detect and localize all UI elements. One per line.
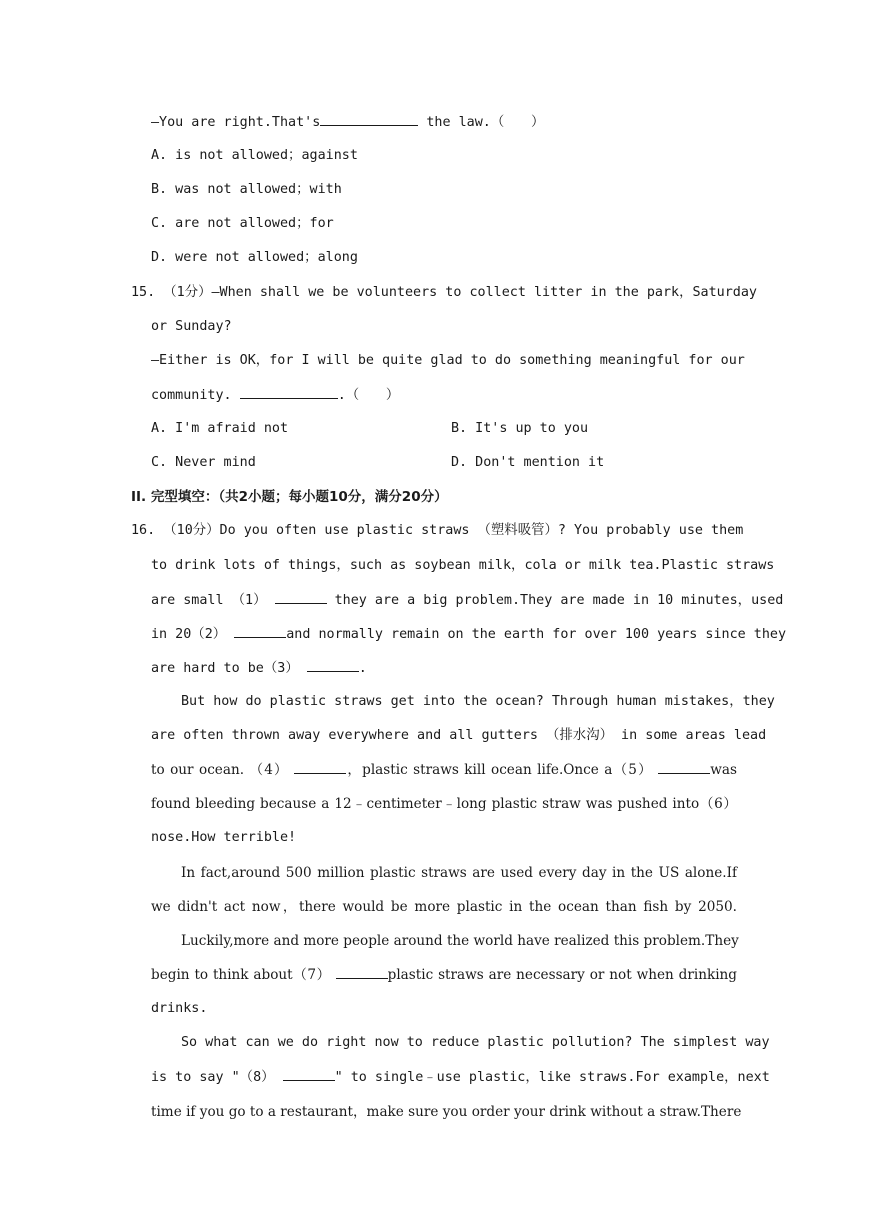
q16-line-8: to our ocean. （4） ，plastic straws kill ocean life.Once a（5） was	[151, 762, 737, 778]
q15-option-a[interactable]: A. I'm afraid not	[151, 421, 289, 436]
blank-5[interactable]	[658, 760, 710, 774]
q15-option-c[interactable]: C. Never mind	[151, 455, 256, 470]
q16-line-1: 16. （10分）Do you often use plastic straws （塑料吸管）? You probably use them	[131, 523, 744, 538]
q16-line-3: are small （1） they are a big problem.They are made in 10 minutes，used	[151, 590, 737, 611]
q16-line-15: drinks.	[151, 1001, 208, 1016]
blank-2[interactable]	[234, 624, 286, 638]
q15-option-d[interactable]: D. Don't mention it	[451, 455, 605, 470]
blank-1[interactable]	[275, 590, 327, 604]
q15-question-line1: 15. （1分）—When shall we be volunteers to collect litter in the park，Saturday	[131, 285, 757, 300]
q16-line-9: found bleeding because a 12﹣centimeter﹣long plastic straw was pushed into（6）	[151, 796, 737, 812]
section-heading-cloze: II. 完型填空：（共2小题；每小题10分，满分20分）	[131, 489, 448, 505]
q16-line-12: we didn't act now，there would be more plastic in the ocean than fish by 2050.	[151, 899, 737, 915]
q16-line-5: are hard to be（3） .	[151, 658, 367, 679]
blank-7[interactable]	[336, 965, 388, 979]
q14-option-a[interactable]: A. is not allowed；against	[151, 148, 358, 163]
q16-line-18: time if you go to a restaurant，make sure you order your drink without a straw.There	[151, 1104, 742, 1120]
answer-blank[interactable]	[240, 385, 338, 399]
blank-8[interactable]	[283, 1067, 335, 1081]
q16-line-7: are often thrown away everywhere and all gutters （排水沟） in some areas lead	[151, 728, 767, 743]
q16-line-6: But how do plastic straws get into the ocean? Through human mistakes，they	[181, 694, 775, 709]
q16-line-4: in 20（2） and normally remain on the earth for over 100 years since they	[151, 624, 737, 645]
q16-line-10: nose.How terrible!	[151, 830, 297, 845]
q16-line-13: Luckily,more and more people around the world have realized this problem.They	[181, 933, 739, 949]
q16-line-16: So what can we do right now to reduce plastic pollution? The simplest way	[181, 1035, 770, 1050]
q14-option-b[interactable]: B. was not allowed；with	[151, 182, 342, 197]
q14-option-d[interactable]: D. were not allowed；along	[151, 250, 358, 265]
answer-blank[interactable]	[320, 112, 418, 126]
q16-line-2: to drink lots of things，such as soybean milk，cola or milk tea.Plastic straws	[151, 558, 775, 573]
blank-3[interactable]	[307, 658, 359, 672]
q16-line-14: begin to think about（7） plastic straws are necessary or not when drinking	[151, 967, 737, 983]
q14-answer-line: —You are right.That's the law.（ ）	[151, 112, 544, 133]
q15-question-line2: or Sunday?	[151, 319, 232, 334]
q16-line-11: In fact,around 500 million plastic straws are used every day in the US alone.If	[181, 865, 737, 881]
q15-question-line3: —Either is OK，for I will be quite glad to do something meaningful for our	[151, 353, 745, 368]
blank-4[interactable]	[294, 760, 346, 774]
q15-option-b[interactable]: B. It's up to you	[451, 421, 589, 436]
q16-line-17: is to say "（8） " to single﹣use plastic，like straws.For example，next	[151, 1067, 737, 1088]
q14-option-c[interactable]: C. are not allowed；for	[151, 216, 334, 231]
q15-question-line4: community. .（ ）	[151, 385, 399, 406]
